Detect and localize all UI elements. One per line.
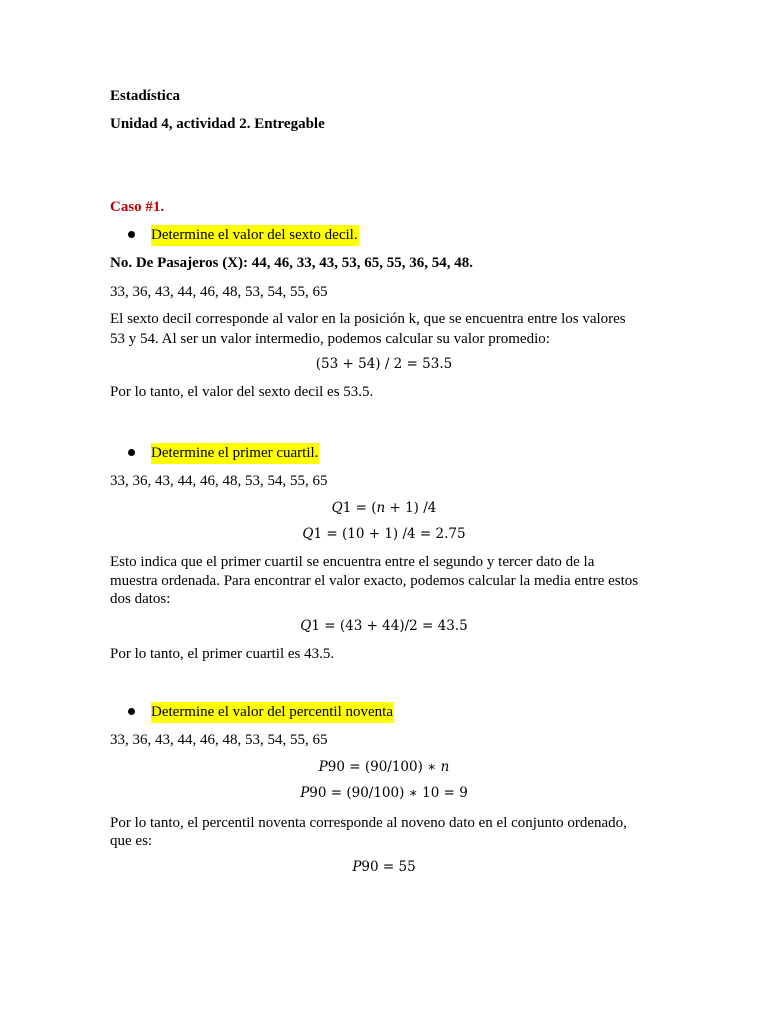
bullet-text: Determine el primer cuartil. <box>151 443 319 464</box>
bullet-dot-icon <box>128 449 135 456</box>
formula-sexto-decil: (53 + 54) / 2 = 53.5 <box>315 356 453 372</box>
subject-heading: Estadística <box>110 88 181 104</box>
bullet-dot-icon <box>128 708 135 715</box>
conclusion-sexto-decil: Por lo tanto, el valor del sexto decil es 53.5. <box>110 384 374 400</box>
formula-p90-position: P90 = (90/100) ∗ 10 = 9 <box>300 785 468 801</box>
paragraph-line: Esto indica que el primer cuartil se encuentra entre el segundo y tercer dato de la <box>110 554 595 570</box>
conclusion-primer-cuartil: Por lo tanto, el primer cuartil es 43.5. <box>110 646 335 662</box>
bullet-dot-icon <box>128 231 135 238</box>
formula-q1-value: Q1 = (43 + 44)/2 = 43.5 <box>300 618 468 634</box>
formula-p90-value: P90 = 55 <box>352 859 416 875</box>
sorted-data: 33, 36, 43, 44, 46, 48, 53, 54, 55, 65 <box>110 473 328 489</box>
paragraph-line: 53 y 54. Al ser un valor intermedio, podemos calcular su valor promedio: <box>110 331 550 347</box>
case-title: Caso #1. <box>110 199 165 215</box>
data-label: No. De Pasajeros (X): 44, 46, 33, 43, 53, 65, 55, 36, 54, 48. <box>110 255 474 271</box>
bullet-item-percentil-noventa <box>128 701 394 723</box>
sorted-data: 33, 36, 43, 44, 46, 48, 53, 54, 55, 65 <box>110 732 328 748</box>
sorted-data: 33, 36, 43, 44, 46, 48, 53, 54, 55, 65 <box>110 284 328 300</box>
paragraph-line: que es: <box>110 833 153 849</box>
formula-q1-position: Q1 = (10 + 1) /4 = 2.75 <box>302 526 466 542</box>
bullet-text: Determine el valor del sexto decil. <box>151 225 359 246</box>
unit-heading: Unidad 4, actividad 2. Entregable <box>110 116 325 132</box>
paragraph-line: muestra ordenada. Para encontrar el valor exacto, podemos calcular la media entre estos <box>110 573 639 589</box>
bullet-item-sexto-decil <box>128 224 359 246</box>
paragraph-line: El sexto decil corresponde al valor en la posición k, que se encuentra entre los valores <box>110 311 626 327</box>
formula-p90-general: P90 = (90/100) ∗ n <box>318 759 450 775</box>
paragraph-line: dos datos: <box>110 591 171 607</box>
bullet-item-primer-cuartil <box>128 442 319 464</box>
bullet-text: Determine el valor del percentil noventa <box>151 702 394 723</box>
formula-q1-general: Q1 = (n + 1) /4 <box>331 500 437 516</box>
paragraph-line: Por lo tanto, el percentil noventa corresponde al noveno dato en el conjunto ordenado, <box>110 815 627 831</box>
